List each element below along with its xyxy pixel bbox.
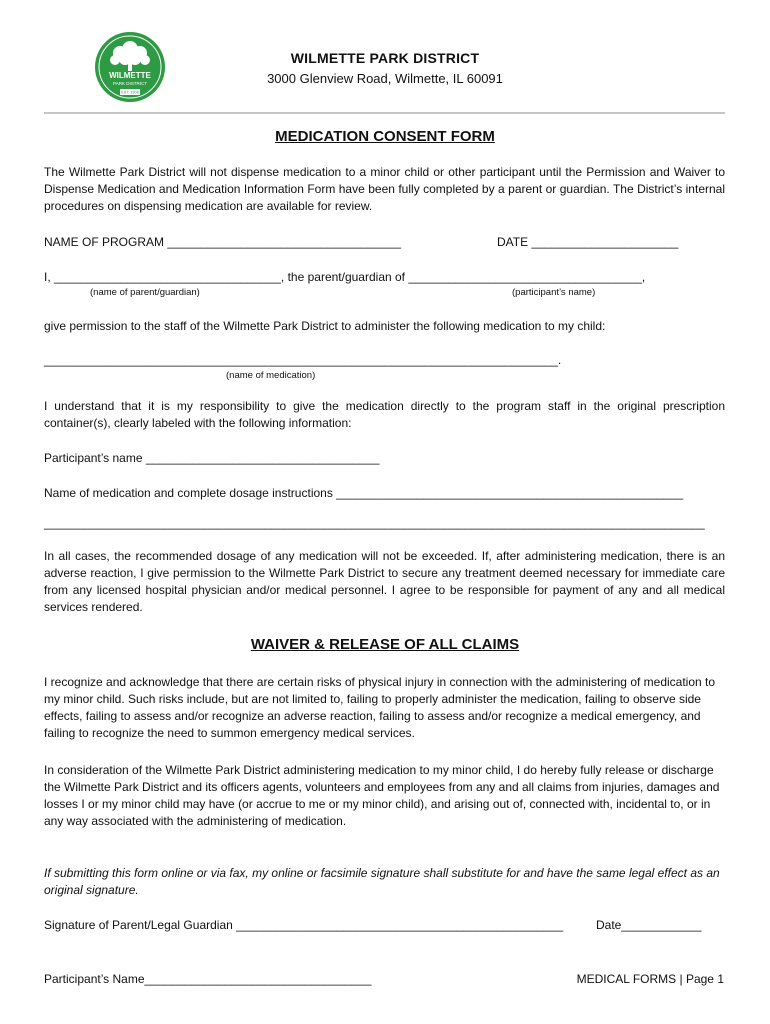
- footer-participant-name-field[interactable]: Participant’s Name__________________________________: [44, 972, 372, 986]
- participant-name-caption: (participant’s name): [512, 287, 596, 298]
- district-address: 3000 Glenview Road, Wilmette, IL 60091: [267, 71, 503, 86]
- waiver-paragraph-risks: I recognize and acknowledge that there are certain risks of physical injury in connection with the administering of medication to my minor child. Such risks include, but are not limited to, failing to properly administer the medication, failing to observe side effects, failing to assess and/or recognize an adverse reaction, failing to assess and/or recognize a medical emergency, and failing to recognize the need to summon emergency medical services.: [44, 675, 716, 740]
- intro-paragraph: The Wilmette Park District will not dispense medication to a minor child or other participant until the Permission and Waiver to Dispense Medication and Medication Information Form have been fully completed by a parent or guardian. The District’s internal procedures on dispensing medication are available for review.: [44, 165, 725, 213]
- dosage-adverse-reaction-paragraph: In all cases, the recommended dosage of any medication will not be exceeded. If, after administering medication, there is an adverse reaction, I give permission to the Wilmette Park District to secure any treatment deemed necessary for immediate care from any licensed hospital physician and/or medical personnel. I agree to be responsible for payment of any and all medical services rendered.: [44, 549, 725, 614]
- form-title: MEDICATION CONSENT FORM: [275, 128, 495, 145]
- guardian-signature-field[interactable]: Signature of Parent/Legal Guardian _________________________________________________: [44, 918, 564, 932]
- waiver-title: WAIVER & RELEASE OF ALL CLAIMS: [250, 636, 520, 653]
- guardian-participant-field[interactable]: I, __________________________________, the parent/guardian of ___________________________________,: [44, 270, 646, 284]
- logo-name-line2: PARK DISTRICT: [113, 81, 147, 86]
- medication-name-field[interactable]: _____________________________________________________________________________.: [44, 353, 562, 367]
- permission-statement: give permission to the staff of the Wilmette Park District to administer the following medication to my child:: [44, 319, 606, 333]
- wilmette-park-district-logo: [94, 31, 166, 103]
- waiver-paragraph-release: In consideration of the Wilmette Park District administering medication to my minor child, I do hereby fully release or discharge the Wilmette Park District and its officers agents, volunteers and employees from any and all claims from injuries, damages and losses I or my minor child may have (or accrue to me or my minor child), and arising out of, connected with, incidental to, or in any way associated with the administering of medication.: [44, 763, 720, 828]
- participant-name-field[interactable]: Participant’s name ___________________________________: [44, 451, 380, 465]
- signature-date-field[interactable]: Date____________: [596, 918, 702, 932]
- date-field[interactable]: DATE ______________________: [497, 235, 679, 249]
- medication-name-caption: (name of medication): [226, 370, 316, 381]
- district-name: WILMETTE PARK DISTRICT: [290, 50, 480, 66]
- dosage-instructions-line2[interactable]: ___________________________________________________________________________________________________: [44, 516, 705, 530]
- responsibility-paragraph: I understand that it is my responsibility to give the medication directly to the program staff in the original prescription container(s), clearly labeled with the following information:: [44, 399, 725, 430]
- dosage-instructions-field[interactable]: Name of medication and complete dosage instructions ____________________________________________________: [44, 486, 684, 500]
- program-name-field[interactable]: NAME OF PROGRAM ___________________________________: [44, 235, 401, 249]
- footer-page-label: MEDICAL FORMS | Page 1: [576, 972, 724, 986]
- logo-name-line1: WILMETTE: [109, 71, 151, 80]
- tree-logo-icon: [94, 31, 166, 103]
- online-signature-note: If submitting this form online or via fax, my online or facsimile signature shall substitute for and have the same legal effect as an original signature.: [44, 866, 720, 897]
- logo-established: EST. 1908: [121, 90, 139, 95]
- header-divider: [44, 112, 725, 114]
- guardian-name-caption: (name of parent/guardian): [90, 287, 200, 298]
